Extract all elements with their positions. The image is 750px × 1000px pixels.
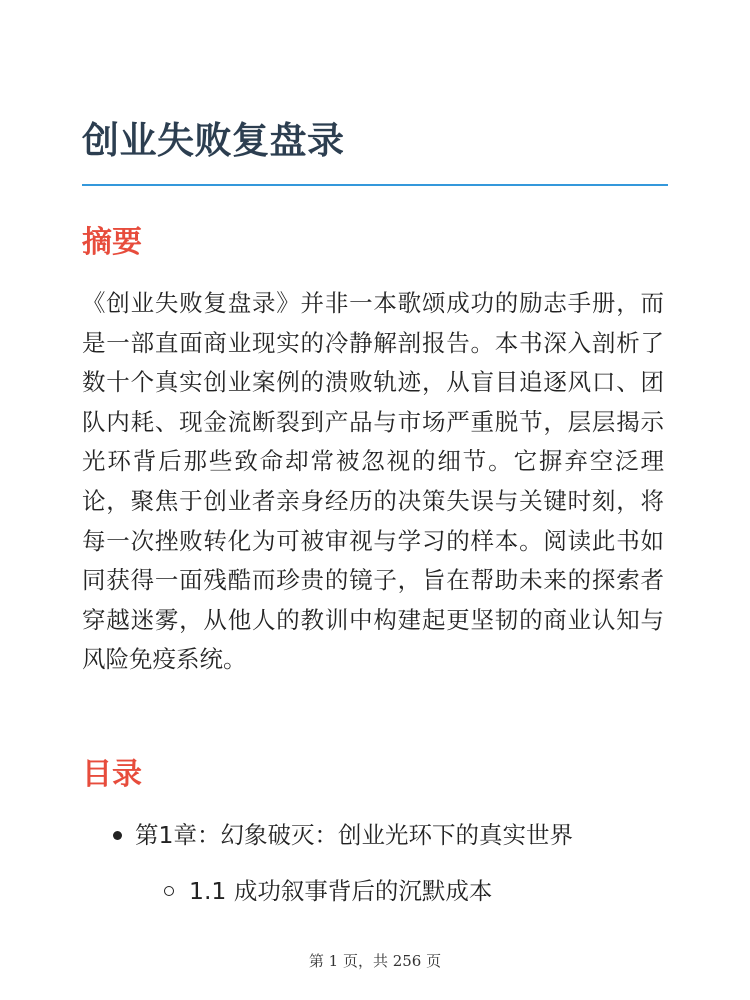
toc-heading: 目录 bbox=[82, 757, 142, 792]
title-divider bbox=[82, 184, 668, 186]
toc-section-1-1[interactable] bbox=[0, 871, 750, 927]
toc-chapter-1[interactable] bbox=[0, 815, 750, 871]
table-of-contents bbox=[0, 815, 750, 927]
toc-section-label: 1.1 成功叙事背后的沉默成本 bbox=[189, 877, 493, 905]
abstract-paragraph: 《创业失败复盘录》并非一本歌颂成功的励志手册，而是一部直面商业现实的冷静解剖报告。本书深入剖析了数十个真实创业案例的溃败轨迹，从盲目追逐风口、团队内耗、现金流断裂到产品与市场严重脱节，层层揭示光环背后那些致命却常被忽视的细节。它摒弃空泛理论，聚焦于创业者亲身经历的决策失误与关键时刻，将每一次挫败转化为可被审视与学习的样本。阅读此书如同获得一面残酷而珍贵的镜子，旨在帮助未来的探索者穿越迷雾，从他人的教训中构建起更坚韧的商业认知与风险免疫系统。 bbox=[82, 289, 664, 674]
toc-chapter-label: 第1章：幻象破灭：创业光环下的真实世界 bbox=[135, 821, 573, 849]
page-number: 第 1 页，共 256 页 bbox=[308, 952, 442, 970]
bullet-disc-icon bbox=[113, 831, 122, 840]
bullet-circle-icon bbox=[164, 886, 174, 896]
abstract-heading: 摘要 bbox=[82, 225, 142, 260]
page-title: 创业失败复盘录 bbox=[82, 119, 345, 162]
